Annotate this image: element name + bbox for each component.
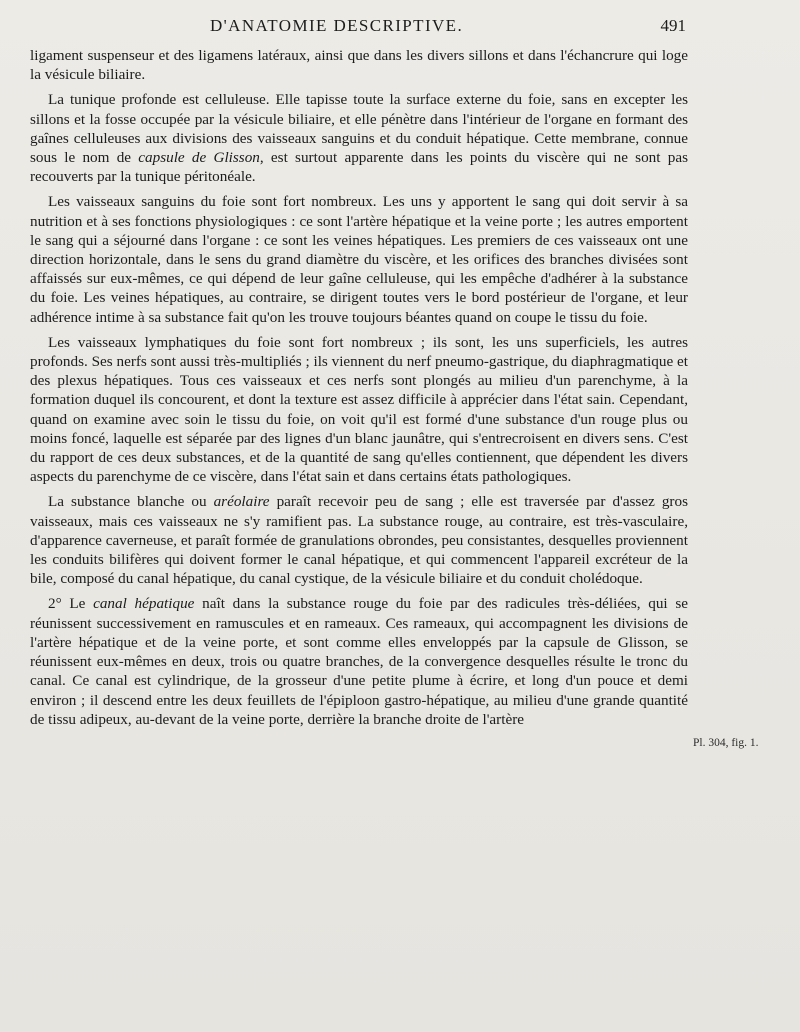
body-text bbox=[30, 46, 688, 729]
paragraph bbox=[30, 594, 688, 728]
text-run: 2° Le bbox=[48, 595, 94, 613]
page-number: 491 bbox=[660, 16, 686, 35]
running-head: D'ANATOMIE DESCRIPTIVE. bbox=[210, 16, 464, 35]
text-run: Les vaisseaux sanguins du foie sont fort nombreux. Les uns y apportent le sang qui doit servir à sa nutrition et à ses fonctions physiologiques : ce sont l'artère hépatique et la veine porte ; les autres emportent le sang qui a séjourné dans l'organe : ce sont les veines hépatiques. Les premiers de ces vaisseaux ont une direction horizontale, dans le sens du grand diamètre du viscère, et les orifices des branches divisées sont affaissés sur eux-mêmes, ce qui dépend de leur gaîne celluleuse, qui les empêche d'adhérer à la substance du foie. Les veines hépatiques, au contraire, se dirigent toutes vers le bord postérieur de l'organe, et leur adhérence intime à sa substance fait qu'on les trouve toujours béantes quand on coupe le tissu du foie. bbox=[30, 193, 688, 326]
paragraph bbox=[30, 492, 688, 588]
text-run: ligament suspenseur et des ligamens latéraux, ainsi que dans les divers sillons et dans l'échancrure qui loge la vésicule biliaire. bbox=[30, 47, 688, 84]
marginal-note: Pl. 304, fig. 1. bbox=[693, 737, 759, 749]
text-run: naît dans la substance rouge du foie par des radicules très-déliées, qui se réunissent successivement en ramuscules et en rameaux. Ces rameaux, qui accompagnent les divisions de l'artère hépatique et de la veine porte, et sont comme elles enveloppés par la capsule de Glisson, se réunissent eux-mêmes en deux, trois ou quatre branches, de la convergence desquelles résulte le tronc du canal. Ce canal est cylindrique, de la grosseur d'une petite plume à écrire, et long d'un pouce et demi environ ; il descend entre les deux feuillets de l'épiploon gastro-hépatique, au milieu d'une grande quantité de tissu adipeux, au-devant de la veine porte, derrière la branche droite de l'artère bbox=[30, 595, 688, 728]
paragraph bbox=[30, 90, 688, 186]
italic-term: aréolaire bbox=[213, 493, 270, 511]
page-header bbox=[30, 14, 688, 42]
text-run: La substance blanche ou bbox=[48, 493, 214, 511]
text-run: Les vaisseaux lymphatiques du foie sont fort nombreux ; ils sont, les uns superficiels, les autres profonds. Ses nerfs sont aussi très-multipliés ; ils viennent du nerf pneumo-gastrique, du diaphragmatique et des plexus hépatiques. Tous ces vaisseaux et ces nerfs sont plongés au milieu d'un parenchyme, à la formation duquel ils concourent, et dont la texture est assez difficile à apprécier dans l'état sain. Cependant, quand on examine avec soin le tissu du foie, on voit qu'il est formé d'une substance d'un rouge plus ou moins foncé, laquelle est séparée par des lignes d'un blanc jaunâtre, qui s'entrecroisent en divers sens. C'est du rapport de ces deux substances, et de la quantité de sang qu'elles contiennent, que dépendent les divers aspects du parenchyme de ce viscère, dans l'état sain et dans certains états pathologiques. bbox=[30, 333, 688, 486]
text-run: , est surtout apparente dans les points du viscère qui ne sont pas recouverts par la tunique péritonéale. bbox=[30, 149, 688, 186]
paragraph bbox=[30, 333, 688, 487]
text-run: paraît recevoir peu de sang ; elle est traversée par d'assez gros vaisseaux, mais ces vaisseaux ne s'y ramifient pas. La substance rouge, au contraire, est très-vasculaire, d'apparence caverneuse, et paraît formée de granulations obrondes, peu consistantes, desquelles proviennent les conduits bilifères qui doivent former le canal hépatique, et qui commencent l'appareil excréteur de la bile, composé du canal hépatique, du canal cystique, de la vésicule biliaire et du conduit cholédoque. bbox=[30, 493, 688, 588]
italic-term: capsule de Glisson bbox=[138, 149, 260, 167]
text-run: La tunique profonde est celluleuse. Elle tapisse toute la surface externe du foie, sans en excepter les sillons et la fosse occupée par la vésicule biliaire, et elle pénètre dans l'intérieur de l'organe en formant des gaînes celluleuses aux divisions des vaisseaux sanguins et du conduit hépatique. Cette membrane, connue sous le nom de bbox=[30, 91, 688, 167]
paragraph bbox=[30, 46, 688, 84]
paragraph bbox=[30, 192, 688, 326]
italic-term: canal hépatique bbox=[93, 595, 195, 613]
